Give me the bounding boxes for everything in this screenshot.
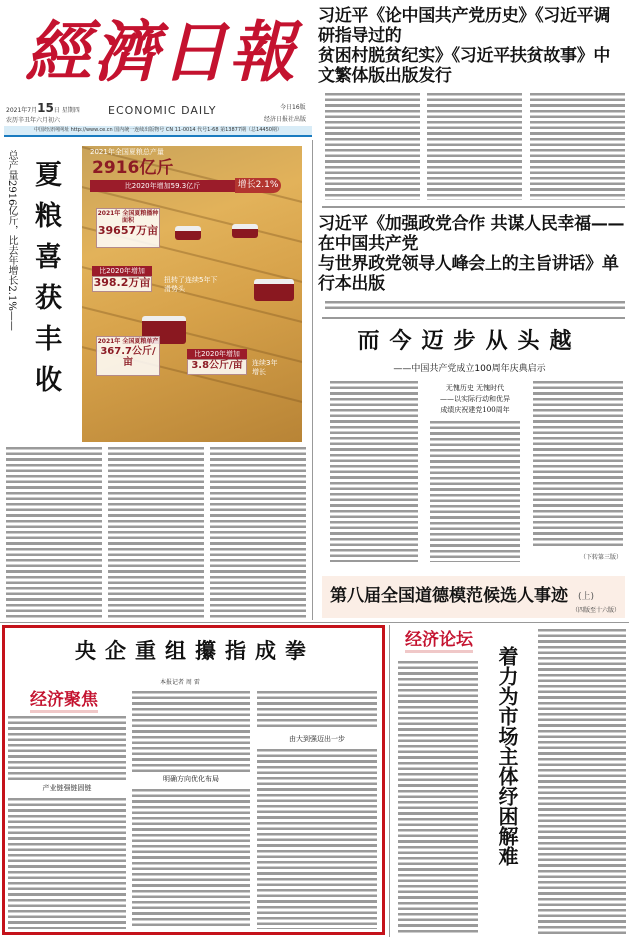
- banner-part: (上): [578, 592, 595, 602]
- story1-body: [325, 92, 420, 200]
- story2-body: [325, 300, 625, 312]
- story1-body: [530, 92, 625, 200]
- forum-headline: 着力为市场主体纾困解难: [495, 646, 519, 866]
- lead-headline: 夏粮喜获丰收: [30, 160, 61, 406]
- story1-body: [427, 92, 522, 200]
- feature-body: [257, 690, 377, 730]
- story3-subtitle: ——中国共产党成立100周年庆典启示: [393, 364, 546, 374]
- banner-ref: （四版至十六版）: [572, 607, 621, 614]
- area-label: 2021年 全国夏粮播种面积: [97, 210, 159, 224]
- story1-headline: 习近平《论中国共产党历史》《习近平调研指导过的 贫困村脱贫纪实》《习近平扶贫故事》中文繁体版出版发行: [318, 6, 611, 86]
- forum-body: [538, 628, 626, 934]
- harvest-infographic: [82, 146, 302, 442]
- story3-subhead: 无愧历史 无愧时代 ——以实际行动和优异 成绩庆祝建党100周年: [440, 384, 510, 414]
- date: 2021年7月15日 星期四: [6, 101, 80, 115]
- newspaper-logo: 經濟日報: [25, 13, 297, 91]
- feature-body: [257, 748, 377, 929]
- banner-title: 第八届全国道德模范候选人事迹: [330, 586, 568, 606]
- harvester-image: [254, 279, 294, 301]
- story3-body: [430, 420, 520, 562]
- story2-headline: 习近平《加强政党合作 共谋人民幸福——在中国共产党 与世界政党领导人峰会上的主旨讲话》单行本出版: [318, 214, 625, 294]
- infographic-title: 2021年全国夏粮总产量: [90, 148, 164, 156]
- continued-note: （下转第三版）: [580, 554, 623, 561]
- yield-increase: 3.8公斤/亩: [187, 359, 247, 375]
- feature-body: [8, 715, 126, 781]
- byline: 本报记者 周 雷: [160, 679, 200, 686]
- yield-note: 连续3年增长: [252, 359, 278, 376]
- lead-subtitle: 总产量2916亿斤，比去年增长2.1%——: [6, 150, 17, 331]
- info-band: 中国经济网网址 http://www.ce.cn 国内统一连续出版物号 CN 11-0014 代号1-68 第13877期（总14450期）: [4, 126, 312, 137]
- lead-body-col: [108, 446, 204, 620]
- divider: [322, 206, 625, 208]
- area-increase-label: 比2020年增加: [92, 266, 152, 276]
- forum-body: [398, 660, 478, 934]
- column-divider: [389, 625, 390, 937]
- feature-subhead: 产业链强链固链: [42, 784, 92, 792]
- feature-body: [132, 690, 250, 772]
- story3-body: [533, 380, 623, 548]
- lead-body-col: [6, 446, 102, 620]
- story3-headline: 而今迈步从头越: [357, 328, 582, 354]
- yield-increase-label: 比2020年增加: [187, 349, 247, 359]
- area-note: 扭转了连续5年下滑势头: [164, 276, 218, 293]
- english-title: ECONOMIC DAILY: [108, 104, 217, 117]
- column-divider: [312, 140, 313, 620]
- area-increase: 398.2万亩: [92, 276, 152, 292]
- area-value: 39657万亩: [97, 223, 159, 237]
- story3-body: [330, 380, 418, 562]
- growth-rate: 增长2.1%: [235, 178, 281, 193]
- lead-body-col: [210, 446, 306, 620]
- harvester-image: [232, 224, 258, 238]
- lunar-date: 农历辛丑年六月初六: [6, 117, 61, 124]
- banner[interactable]: [322, 576, 625, 618]
- yield-value: 367.7公斤/亩: [100, 345, 156, 369]
- feature-subhead: 明确方向优化布局: [163, 775, 219, 783]
- page-count: 今日16版: [280, 104, 306, 111]
- forum-column-label: 经济论坛: [405, 630, 473, 653]
- feature-subhead: 由大到强迈出一步: [289, 735, 345, 743]
- publisher: 经济日报社出版: [264, 116, 307, 123]
- divider: [0, 622, 629, 623]
- feature-body: [132, 788, 250, 929]
- total-output: 2916亿斤: [92, 158, 174, 178]
- column-label: 经济聚焦: [30, 690, 98, 713]
- feature-body: [8, 797, 126, 929]
- yield-label: 2021年 全国夏粮单产: [97, 338, 159, 345]
- feature-headline: 央企重组攥指成拳: [75, 639, 315, 663]
- divider: [322, 317, 625, 319]
- output-increase: 比2020年增加59.3亿斤: [90, 180, 235, 192]
- harvester-image: [175, 226, 201, 240]
